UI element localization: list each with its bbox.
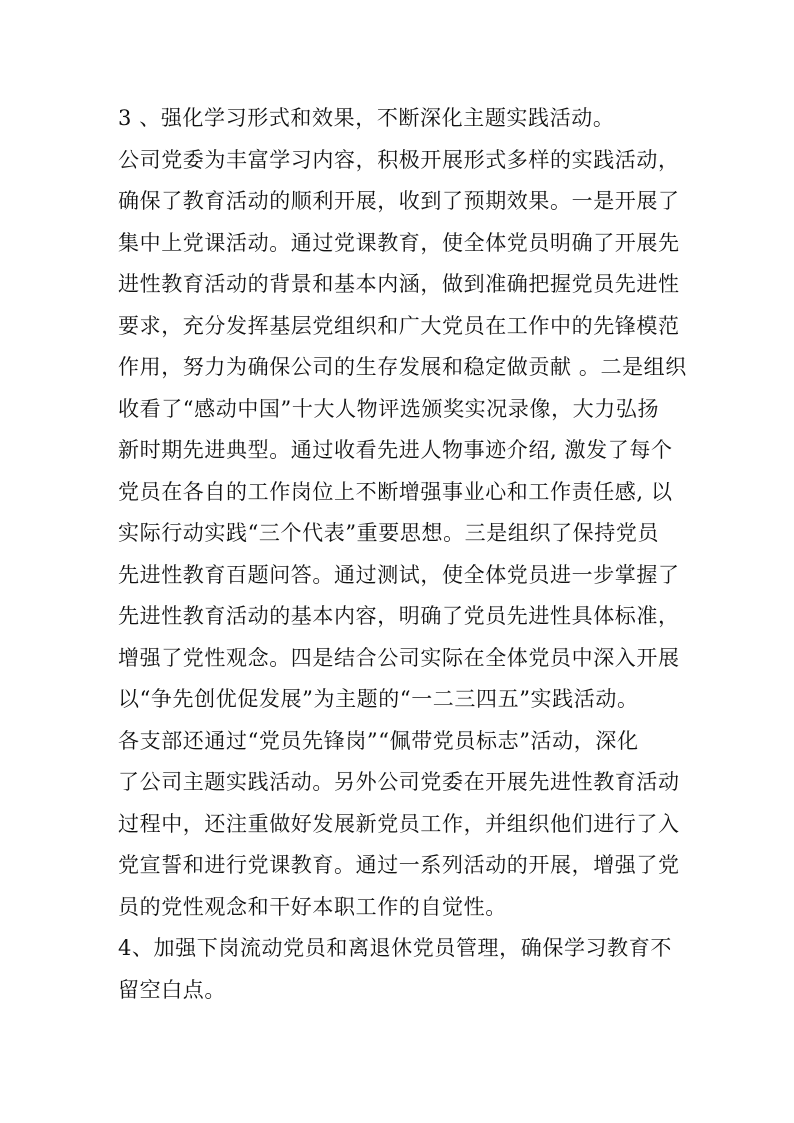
text-line: 党宣誓和进行党课教育。通过一系列活动的开展，增强了党 (118, 853, 680, 877)
text-line: 3 、强化学习形式和效果，不断深化主题实践活动。 (118, 106, 615, 130)
text-line: 以“争先创优促发展”为主题的“一二三四五”实践活动。 (118, 687, 639, 711)
text-line: 新时期先进典型。通过收看先进人物事迹介绍, 激发了每个 (118, 438, 673, 462)
text-line: 员的党性观念和干好本职工作的自觉性。 (118, 895, 507, 919)
text-line: 作用，努力为确保公司的生存发展和稳定做贡献 。二是组织 (118, 355, 687, 379)
text-line: 了公司主题实践活动。另外公司党委在开展先进性教育活动 (118, 770, 680, 794)
text-line: 收看了“感动中国”十大人物评选颁奖实况录像，大力弘扬 (118, 397, 660, 421)
text-line: 先进性教育活动的基本内容，明确了党员先进性具体标准， (118, 604, 680, 628)
text-line: 公司党委为丰富学习内容，积极开展形式多样的实践活动， (118, 148, 680, 172)
text-line: 各支部还通过“党员先锋岗”“佩带党员标志”活动，深化 (118, 729, 639, 753)
text-line: 确保了教育活动的顺利开展，收到了预期效果。一是开展了 (118, 189, 680, 213)
text-line: 党员在各自的工作岗位上不断增强事业心和工作责任感, 以 (118, 480, 673, 504)
text-line: 先进性教育百题问答。通过测试，使全体党员进一步掌握了 (118, 563, 680, 587)
text-line: 过程中，还注重做好发展新党员工作，并组织他们进行了入 (118, 812, 680, 836)
text-line: 进性教育活动的背景和基本内涵，做到准确把握党员先进性 (118, 272, 680, 296)
text-line: 要求，充分发挥基层党组织和广大党员在工作中的先锋模范 (118, 314, 680, 338)
text-line: 增强了党性观念。四是结合公司实际在全体党员中深入开展 (118, 646, 680, 670)
text-line: 留空白点。 (118, 978, 226, 1002)
text-line: 实际行动实践“三个代表”重要思想。三是组织了保持党员 (118, 521, 660, 545)
text-line: 4、加强下岗流动党员和离退休党员管理，确保学习教育不 (118, 936, 672, 960)
text-line: 集中上党课活动。通过党课教育，使全体党员明确了开展先 (118, 231, 680, 255)
